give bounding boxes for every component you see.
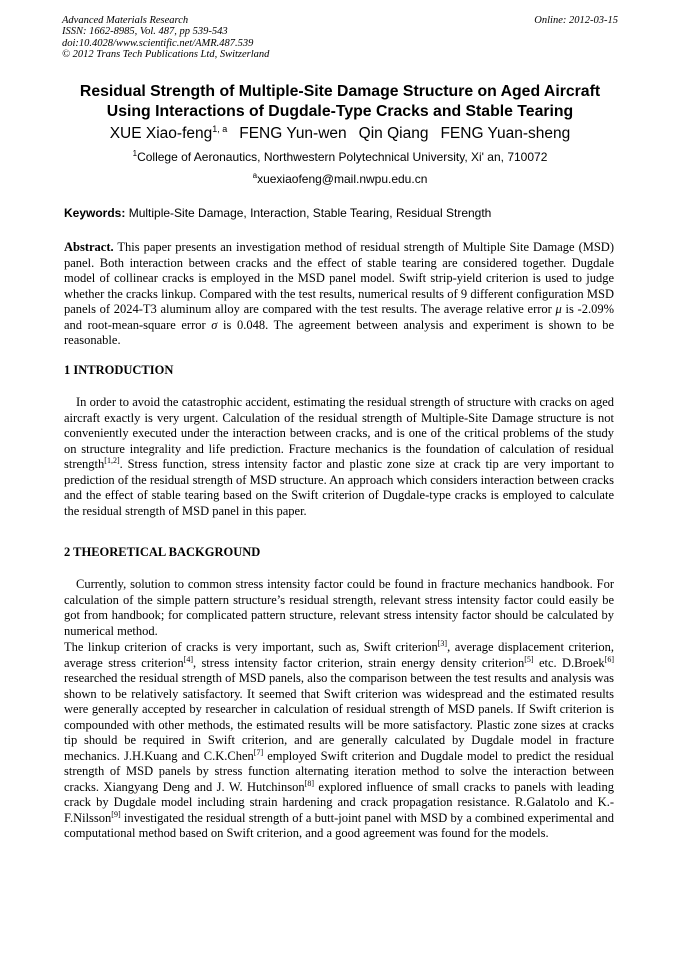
- bg-text-d: etc. D.Broek: [538, 655, 605, 670]
- bg-text-e: researched the residual strength of MSD panels, also the comparison between the test results and analysis was shown to be relatively satisfactory. It seemed that Swift criterion was widespread and the estimated results were generally accepted by researcher in calculation of residual strength of MSD panels. If Swift criterion is compounded with other methods, the estimated results will be more satisfactory. Plastic zone sizes at cracks tip should be required in Swift criterion, and are generally calculated by Dugdale model in fracture mechanics. J.H.Kuang and C.K.Chen: [64, 671, 614, 763]
- keywords-text: Multiple-Site Damage, Interaction, Stable Tearing, Residual Strength: [128, 206, 492, 220]
- citation-9: [9]: [111, 809, 121, 819]
- paper-title: [62, 82, 618, 122]
- mu-symbol: μ: [555, 302, 562, 316]
- citation-5: [5]: [524, 654, 534, 664]
- citation-8: [8]: [304, 778, 314, 788]
- author-list: [62, 124, 618, 144]
- journal-name: Advanced Materials Research: [62, 15, 189, 26]
- author-3: Qin Qiang: [358, 125, 429, 142]
- title-line-1: Residual Strength of Multiple-Site Damage Structure on Aged Aircraft: [79, 83, 601, 100]
- abstract-text-3: is 0.048. The agreement between analysis and experiment is shown to be reasonable.: [64, 317, 615, 347]
- bg-text-h: investigated the residual strength of a butt-joint panel with MSD by a combined experimental and computational method based on Swift criterion, and a good agreement was found for the models.: [64, 810, 614, 840]
- email-text: xuexiaofeng@mail.nwpu.edu.cn: [257, 172, 428, 186]
- journal-copyright: © 2012 Trans Tech Publications Ltd, Switzerland: [62, 49, 270, 61]
- journal-issn: ISSN: 1662-8985, Vol. 487, pp 539-543: [62, 26, 228, 38]
- bg-text-g: explored influence of small cracks to panels with leading crack by Dugdale model including strain hardening and crack propagation resistance. R.Galatolo and K.-F.Nilsson: [64, 779, 615, 825]
- section-2-heading: 2 THEORETICAL BACKGROUND: [64, 545, 261, 559]
- affiliation-text: College of Aeronautics, Northwestern Polytechnical University, Xi' an, 710072: [137, 150, 548, 164]
- citation-4: [4]: [183, 654, 193, 664]
- citation-7: [7]: [253, 747, 264, 757]
- section-2-paragraph-2: [64, 640, 614, 842]
- bg-text-f: employed Swift criterion and Dugdale model to predict the residual strength of MSD panels by stress function alternating iteration method to solve the interaction between cracks. Xiangyang Deng and J. W. Hutchinson: [64, 748, 614, 794]
- section-1-heading: 1 INTRODUCTION: [64, 363, 174, 377]
- email-mark: a: [252, 171, 258, 180]
- abstract: [64, 240, 614, 349]
- author-4: FENG Yuan-sheng: [440, 125, 571, 142]
- citation-1-2: [1,2]: [104, 456, 120, 465]
- sigma-symbol: σ: [211, 317, 218, 332]
- section-2-paragraph-1: Currently, solution to common stress intensity factor could be found in fracture mechanics handbook. For calculation of the simple pattern structure’s residual strength, relevant stress intensity factor could easily be got from handbook; for complicated pattern structure, relevant stress intensity factor should be calculated by numerical method.: [64, 577, 614, 638]
- affiliation: [62, 150, 618, 164]
- online-date: Online: 2012-03-15: [534, 15, 618, 26]
- author-email: [62, 172, 618, 186]
- section-1-paragraph: [64, 395, 614, 519]
- intro-text-2: . Stress function, stress intensity factor and plastic zone size at crack tip are very important to prediction of the residual strength of MSD structure. An approach which considers interaction between cracks and the effect of stable tearing based on the Swift criterion of Dugdale-type cracks is employed to calculate the residual strength of MSD panel in this paper.: [64, 457, 614, 518]
- abstract-text-1: This paper presents an investigation method of residual strength of Multiple Site Damage (MSD) panel. Both interaction between cracks and the effect of stable tearing are considered together. Dugdale model of collinear cracks is employed in the MSD panel model. Swift strip-yield criterion is used to judge whether the cracks linkup. Compared with the test results, numerical results of 9 different configuration MSD panels of 2024-T3 aluminum alloy are compared with the test results. The average relative error: [64, 240, 614, 316]
- journal-header: [62, 15, 618, 61]
- abstract-text-2: is -2.09% and root-mean-square error: [64, 302, 615, 332]
- affiliation-mark: 1: [132, 149, 138, 158]
- keywords-label: Keywords:: [64, 206, 126, 220]
- title-line-2: Using Interactions of Dugdale-Type Cracks and Stable Tearing: [106, 103, 574, 120]
- keywords: [64, 206, 620, 220]
- bg-text-c: , stress intensity factor criterion, strain energy density criterion: [192, 655, 525, 670]
- author-1-affil-mark: 1, a: [212, 124, 228, 134]
- author-1: XUE Xiao-feng: [109, 125, 213, 142]
- abstract-label: Abstract.: [64, 240, 114, 254]
- journal-doi: doi:10.4028/www.scientific.net/AMR.487.539: [62, 37, 254, 49]
- bg-text-b: , average displacement criterion, average stress criterion: [64, 640, 614, 670]
- author-2: FENG Yun-wen: [239, 125, 347, 142]
- citation-6: [6]: [604, 654, 614, 664]
- bg-text-a: The linkup criterion of cracks is very important, such as, Swift criterion: [64, 640, 438, 654]
- citation-3: [3]: [437, 639, 448, 648]
- intro-text-1: In order to avoid the catastrophic accident, estimating the residual strength of structure with cracks on aged aircraft exactly is very urgent. Calculation of the residual strength of Multiple-Site Damage structure is not conveniently executed under the interaction between cracks, and is one of the critical problems of the study on structure integrality and life prediction. Fracture mechanics is the foundation of calculation of residual strength: [64, 395, 614, 471]
